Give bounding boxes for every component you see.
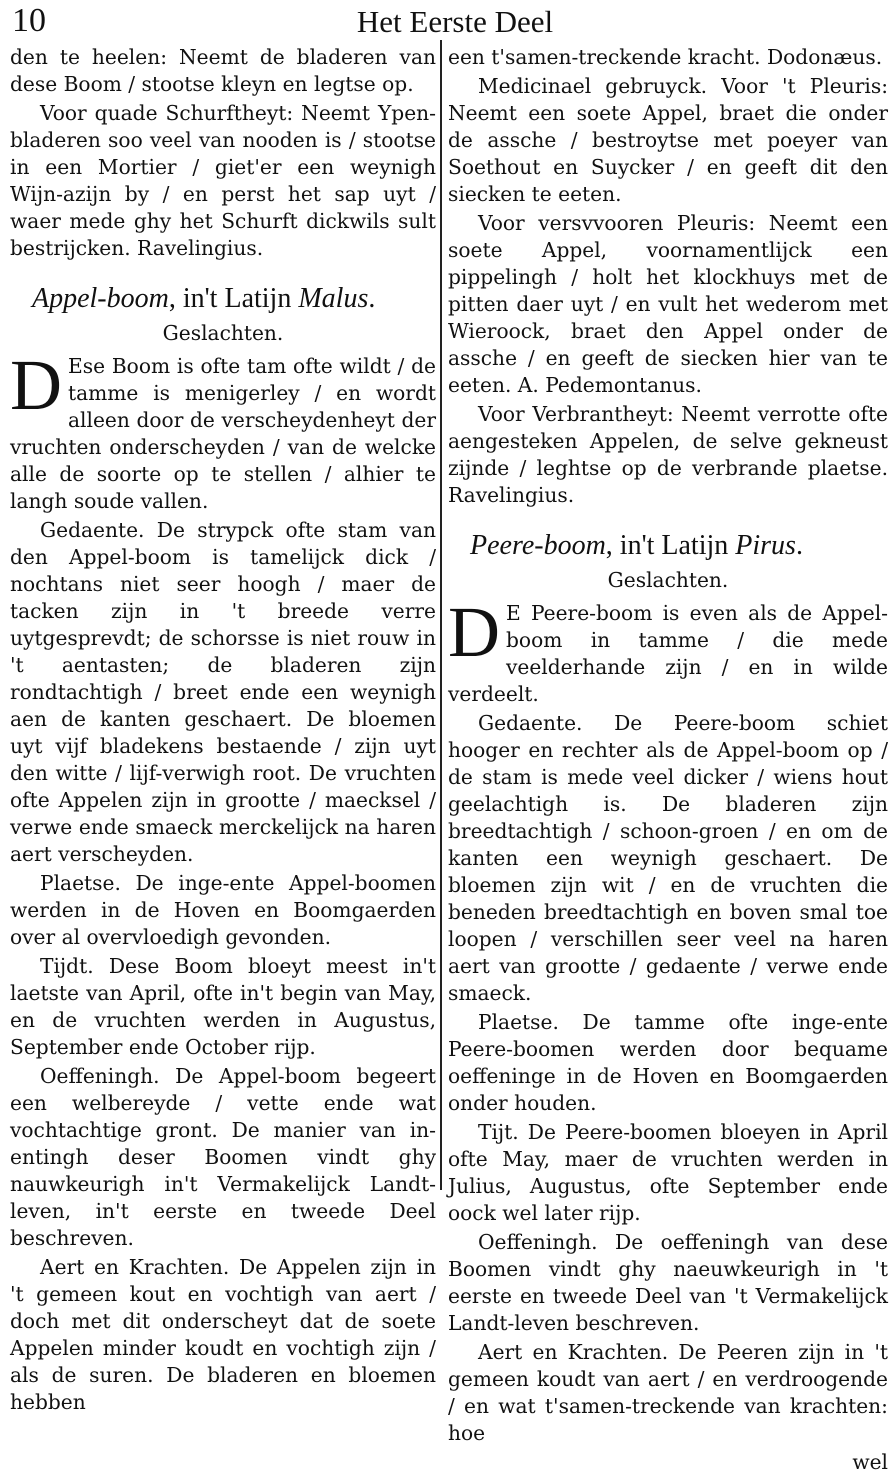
- paragraph: Voor Verbrantheyt: Neemt verrotte ofte aengesteken Appelen, de selve gekneust zijnde / leghtse op de verbrande plaetse. Ravelingius.: [448, 402, 888, 507]
- drop-cap: D: [448, 592, 500, 672]
- paragraph: den te heelen: Neemt de bladeren van dese Boom / stootse kleyn en legtse op.: [10, 45, 436, 96]
- drop-cap: D: [10, 345, 62, 425]
- section-title: [470, 531, 888, 561]
- left-column: [10, 44, 436, 1418]
- section-title-latin: Malus: [298, 283, 369, 314]
- paragraph: Oeffeningh. De oeffeningh van dese Boomen vindt ghy naeuwkeurigh in 't eerste en tweede Deel van 't Vermakelijck Landt-leven beschreven.: [448, 1230, 888, 1335]
- section-subtitle: Geslachten.: [162, 321, 284, 345]
- catchword: wel: [852, 1450, 888, 1474]
- section-title-name: Appel-boom: [32, 283, 169, 314]
- paragraph: Plaetse. De inge-ente Appel-boomen werden in de Hoven en Boomgaerden over al overvloedigh gevonden.: [10, 871, 436, 949]
- paragraph: Aert en Krachten. De Appelen zijn in 't gemeen kout en vochtigh van aert / doch met dit onderscheyt dat de soete Appelen minder koudt en vochtigh zijn / als de suren. De bladeren en bloemen hebben: [10, 1255, 436, 1414]
- column-divider: [440, 40, 442, 1190]
- paragraph: Plaetse. De tamme ofte inge-ente Peere-boomen werden door bequame oeffeninge in de Hoven en Boomgaerden onder houden.: [448, 1010, 888, 1115]
- paragraph: Oeffeningh. De Appel-boom begeert een welbereyde / vette ende wat vochtachtige gront. De manier van in-entingh deser Boomen vindt ghy nauwkeurigh in't Vermakelijck Landt-leven, in't eerste en tweede Deel beschreven.: [10, 1064, 436, 1250]
- paragraph: Tijt. De Peere-boomen bloeyen in April ofte May, maer de vruchten werden in Julius, Augustus, ofte September ende oock wel later rijp.: [448, 1120, 888, 1225]
- section-title-end: .: [795, 530, 803, 561]
- paragraph: Gedaente. De Peere-boom schiet hooger en rechter als de Appel-boom op / de stam is mede veel dicker / wiens hout geelachtigh is. De bladeren zijn breedtachtigh / schoon-groen / en om de kanten een weynigh geschaert. De bloemen zijn wit / en de vruchten die beneden breedtachtigh en boven smal toe loopen / verschillen seer veel na haren aert van grootte / gedaente / verwe ende smaeck.: [448, 711, 888, 1005]
- paragraph: Tijdt. Dese Boom bloeyt meest in't laetste van April, ofte in't begin van May, en de vruchten werden in Augustus, September ende October rijp.: [10, 954, 436, 1059]
- page-number: 10: [12, 2, 46, 39]
- paragraph: Voor versvvooren Pleuris: Neemt een soete Appel, voornamentlijck een pippelingh / holt het klockhuys met de pitten daer uyt / en vult het wederom met Wieroock, braet den Appel onder de assche / en geeft de siecken hier van te eeten. A. Pedemontanus.: [448, 211, 888, 397]
- section-title-mid: , in't Latijn: [168, 283, 299, 314]
- section-title-mid: , in't Latijn: [605, 530, 736, 561]
- section-subtitle: Geslachten.: [607, 568, 729, 592]
- paragraph: [448, 592, 888, 708]
- section-title-latin: Pirus: [735, 530, 796, 561]
- running-head: Het Eerste Deel: [356, 4, 554, 39]
- paragraph: Aert en Krachten. De Peeren zijn in 't gemeen koudt van aert / en verdroogende / en wat t'samen-treckende van krachten: hoe: [448, 1340, 888, 1445]
- section-title-name: Peere-boom: [470, 530, 606, 561]
- paragraph: een t'samen-treckende kracht. Dodonæus.: [448, 45, 883, 69]
- paragraph: Medicinael gebruyck. Voor 't Pleuris: Neemt een soete Appel, braet die onder de assche / bestroytse met poeyer van Soethout en Suycker / en geeft dit den siecken te eeten.: [448, 74, 888, 206]
- section-title-end: .: [368, 283, 376, 314]
- paragraph: [10, 345, 436, 515]
- paragraph-text: Ese Boom is ofte tam ofte wildt / de tamme is menigerley / en wordt alleen door de verscheydenheyt der vruchten onderscheyden / van de welcke alle de soorte op te stellen / alhier te langh soude vallen.: [10, 354, 436, 513]
- section-title: [32, 284, 436, 314]
- paragraph: Gedaente. De strypck ofte stam van den Appel-boom is tamelijck dick / nochtans niet seer hoogh / maer de tacken zijn in 't breede verre uytgesprevdt; de schorsse is niet rouw in 't aentasten; de bladeren zijn rondtachtigh / breet ende een weynigh aen de kanten geschaert. De bloemen uyt vijf bladekens bestaende / zijn uyt den witte / lijf-verwigh root. De vruchten ofte Appelen zijn in grootte / maecksel / verwe ende smaeck merckelijck na haren aert verscheyden.: [10, 518, 436, 866]
- right-column: [448, 44, 888, 1476]
- paragraph: Voor quade Schurftheyt: Neemt Ypen-bladeren soo veel van nooden is / stootse in een Mortier / giet'er een weynigh Wijn-azijn by / en perst het sap uyt / waer mede ghy het Schurft dickwils sult bestrijcken. Ravelingius.: [10, 101, 436, 260]
- paragraph-text: E Peere-boom is even als de Appel-boom in tamme / die mede veelderhande zijn / en in wilde verdeelt.: [448, 601, 888, 706]
